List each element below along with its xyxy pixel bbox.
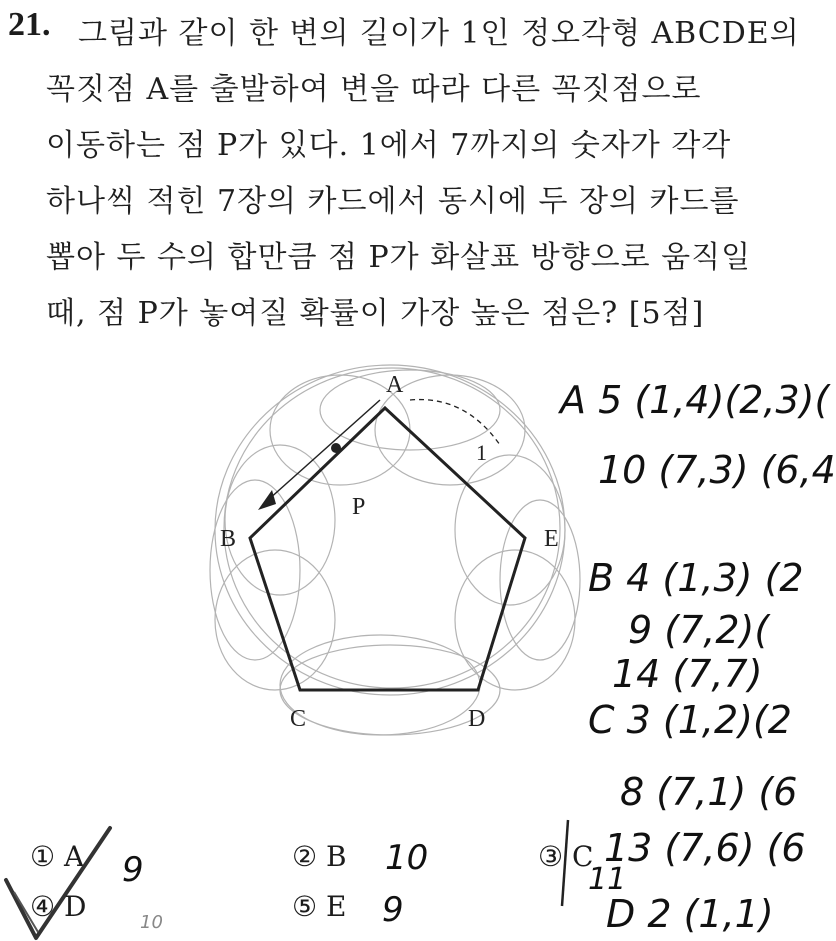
choice-mark: ② bbox=[292, 840, 318, 873]
direction-arrow bbox=[268, 400, 380, 500]
choice-mark: ① bbox=[30, 840, 56, 873]
choice-5[interactable] bbox=[292, 890, 346, 923]
handwritten-calc-line: B 4 (1,3) (2 bbox=[588, 556, 804, 600]
choice-label: D bbox=[64, 890, 87, 923]
pencil-scribbles bbox=[210, 365, 580, 735]
question-line: 때, 점 P가 놓여질 확률이 가장 높은 점은? [5점] bbox=[46, 296, 705, 331]
handwritten-note-a: 9 bbox=[122, 850, 144, 890]
side-length-arc bbox=[410, 400, 500, 445]
choice-label: A bbox=[64, 840, 85, 873]
handwritten-calc-line: 14 (7,7) bbox=[612, 652, 763, 696]
question-line: 하나씩 적힌 7장의 카드에서 동시에 두 장의 카드를 bbox=[46, 184, 740, 219]
choice-2[interactable] bbox=[292, 840, 347, 873]
handwritten-note-e: 9 bbox=[382, 890, 404, 930]
handwritten-calc-line: 13 (7,6) (6 bbox=[604, 826, 806, 870]
choice-mark: ③ bbox=[538, 840, 564, 873]
handwritten-calc-line: D 2 (1,1) bbox=[606, 892, 774, 936]
handwritten-calc-line: 9 (7,2)( bbox=[628, 608, 770, 652]
point-p bbox=[331, 443, 341, 453]
question-line: 이동하는 점 P가 있다. 1에서 7까지의 숫자가 각각 bbox=[46, 128, 732, 163]
choice-mark: ⑤ bbox=[292, 890, 318, 923]
handwritten-calc-line: 8 (7,1) (6 bbox=[620, 770, 798, 814]
point-label-p: P bbox=[352, 494, 366, 520]
arrow-head-icon bbox=[258, 490, 276, 510]
handwritten-note-c: 11 bbox=[588, 862, 627, 897]
choice-label: C bbox=[572, 840, 594, 873]
choice-label: E bbox=[326, 890, 347, 923]
pentagon-figure bbox=[180, 330, 600, 750]
choice-mark: ④ bbox=[30, 890, 56, 923]
handwritten-note-b: 10 bbox=[385, 838, 429, 878]
question-line: 뽑아 두 수의 합만큼 점 P가 화살표 방향으로 움직일 bbox=[46, 240, 752, 275]
question-line: 그림과 같이 한 변의 길이가 1인 정오각형 ABCDE의 bbox=[78, 16, 800, 51]
choice-label: B bbox=[326, 840, 347, 873]
handwritten-stroke bbox=[556, 818, 576, 908]
side-length-label: 1 bbox=[476, 440, 487, 465]
vertex-label-e: E bbox=[544, 526, 559, 552]
vertex-label-a: A bbox=[386, 372, 404, 398]
question-line: 꼭짓점 A를 출발하여 변을 따라 다른 꼭짓점으로 bbox=[46, 72, 702, 107]
handwritten-calc-line: A 5 (1,4)(2,3)( bbox=[560, 378, 830, 422]
check-mark-icon bbox=[0, 820, 140, 941]
question-number: 21. bbox=[8, 6, 51, 43]
vertex-label-b: B bbox=[220, 526, 237, 552]
handwritten-calc-line: 10 (7,3) (6,4 bbox=[598, 448, 836, 492]
handwritten-calc-line: C 3 (1,2)(2 bbox=[588, 698, 792, 742]
vertex-label-c: C bbox=[290, 706, 307, 732]
vertex-label-d: D bbox=[468, 706, 486, 732]
handwritten-note-d: 10 bbox=[140, 912, 163, 933]
